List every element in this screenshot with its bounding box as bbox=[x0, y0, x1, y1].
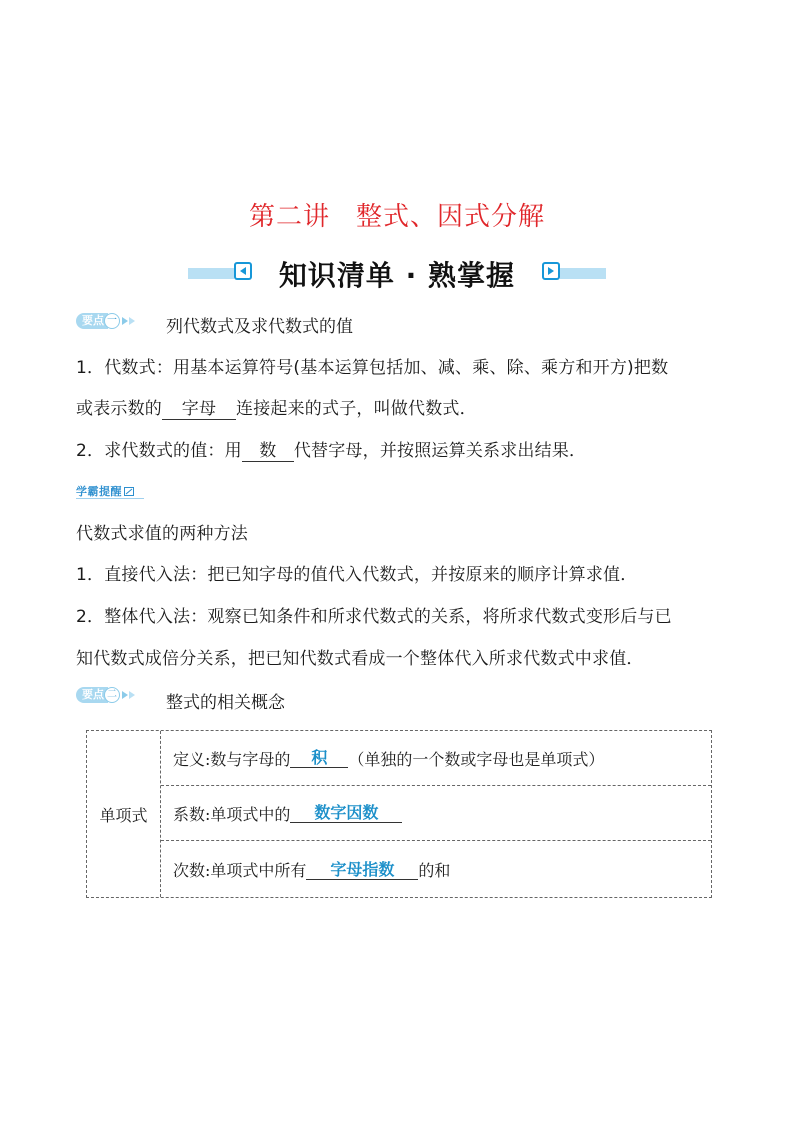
tip-underline bbox=[76, 498, 144, 499]
row-suffix: （单独的一个数或字母也是单项式） bbox=[348, 749, 605, 769]
point-tag-number: 一 bbox=[104, 313, 120, 329]
tip-line-2b: 知代数式成倍分关系，把已知代数式看成一个整体代入所求代数式中求值． bbox=[76, 649, 644, 669]
evaluate-line bbox=[76, 441, 726, 462]
definition-line-2 bbox=[76, 399, 726, 420]
point-tag-label: 要点 bbox=[76, 687, 108, 703]
monomial-table bbox=[86, 730, 712, 898]
evaluate-text-a: 2．求代数式的值：用 bbox=[76, 441, 242, 461]
table-row bbox=[161, 842, 711, 897]
row-answer-blank bbox=[290, 803, 402, 823]
double-arrow-icon bbox=[122, 690, 138, 700]
fill-blank-letter: 字母 bbox=[162, 400, 236, 420]
pencil-note-icon bbox=[124, 487, 134, 496]
banner-title: 知识清单 · 熟掌握 bbox=[278, 259, 516, 292]
title-topic: 整式、因式分解 bbox=[356, 202, 546, 232]
row-suffix: 的和 bbox=[418, 861, 451, 880]
page-title bbox=[0, 196, 794, 233]
double-arrow-icon bbox=[122, 316, 138, 326]
point-one-tag bbox=[76, 313, 138, 329]
row-answer-blank bbox=[306, 860, 418, 880]
row-prefix: 系数:单项式中的 bbox=[173, 804, 291, 824]
study-tip-label: 学霸提醒 bbox=[76, 485, 122, 498]
row-prefix: 次数:单项式中所有 bbox=[173, 861, 307, 880]
point-two-tag bbox=[76, 687, 138, 703]
tip-line-2a: 2．整体代入法：观察已知条件和所求代数式的关系，将所求代数式变形后与已 bbox=[76, 607, 672, 627]
point-two-heading: 整式的相关概念 bbox=[166, 693, 285, 713]
point-tag-label: 要点 bbox=[76, 313, 108, 329]
evaluate-text-b: 代替字母，并按照运算关系求出结果． bbox=[293, 441, 587, 461]
point-tag-number: 二 bbox=[104, 687, 120, 703]
point-one-heading: 列代数式及求代数式的值 bbox=[166, 317, 353, 337]
row-answer: 数字因数 bbox=[314, 803, 379, 822]
row-answer: 字母指数 bbox=[330, 859, 395, 879]
row-answer: 积 bbox=[311, 748, 328, 767]
table-row bbox=[161, 731, 711, 786]
table-row bbox=[161, 786, 711, 841]
table-category: 单项式 bbox=[87, 731, 161, 897]
definition-line-1: 1．代数式：用基本运算符号(基本运算包括加、减、乘、除、乘方和开方)把数 bbox=[76, 358, 669, 378]
definition-text-b: 连接起来的式子，叫做代数式． bbox=[236, 399, 477, 419]
title-lecture-number: 第二讲 bbox=[248, 202, 330, 232]
tip-heading: 代数式求值的两种方法 bbox=[76, 524, 248, 544]
row-prefix: 定义:数与字母的 bbox=[173, 749, 291, 769]
section-banner bbox=[184, 254, 610, 294]
tip-line-1: 1．直接代入法：把已知字母的值代入代数式，并按原来的顺序计算求值． bbox=[76, 565, 638, 585]
fill-blank-number: 数 bbox=[242, 442, 294, 462]
study-tip-tag bbox=[76, 484, 134, 498]
row-answer-blank bbox=[290, 748, 348, 768]
definition-text-a: 或表示数的 bbox=[76, 399, 162, 419]
